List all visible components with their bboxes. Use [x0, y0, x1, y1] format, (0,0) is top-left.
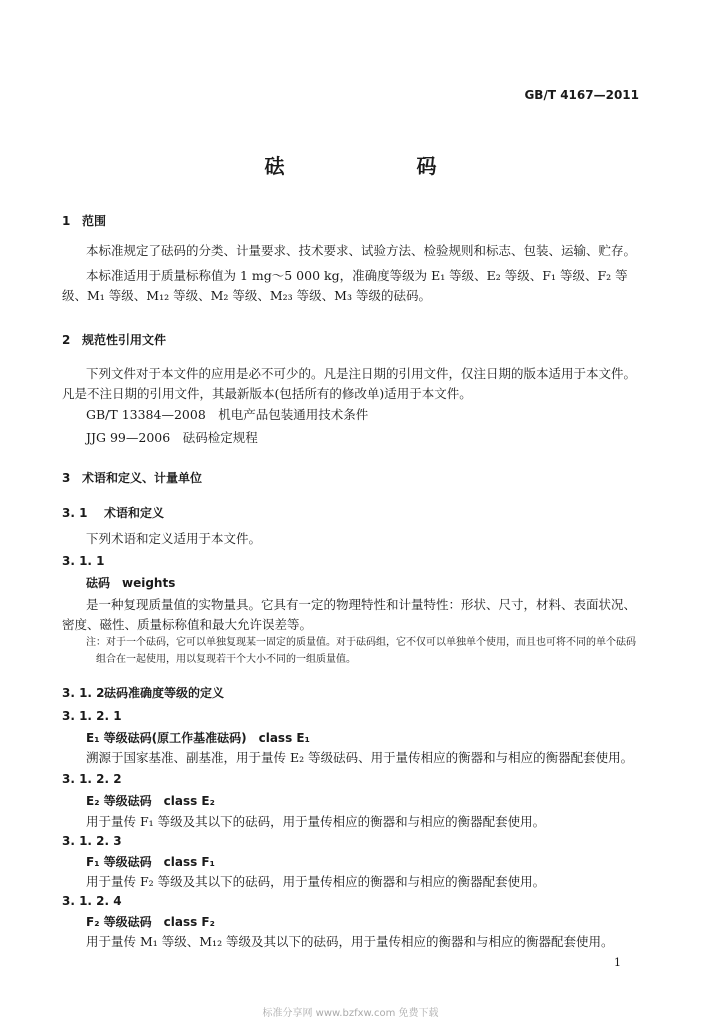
paragraph: 下列文件对于本文件的应用是必不可少的。凡是注日期的引用文件，仅注日期的版本适用于本文件。凡是不注日期的引用文件，其最新版本(包括所有的修改单)适用于本文件。 [62, 366, 637, 401]
section-number: 3. 1 [62, 506, 88, 520]
section-number: 1 [62, 214, 71, 228]
term-label: E₂ 等级砝码 class E₂ [86, 794, 215, 808]
section-1-heading [62, 212, 106, 229]
document-title: 砝 码 [264, 154, 493, 178]
term-definition: 是一种复现质量值的实物量具。它具有一定的物理特性和计量特性：形状、尺寸，材料、表面状况、密度、磁性、质量标称值和最大允许误差等。 [62, 597, 637, 632]
term-label: 砝码 weights [86, 576, 176, 590]
reference-item: JJG 99—2006 砝码检定规程 [86, 430, 258, 445]
paragraph: 下列术语和定义适用于本文件。 [86, 531, 262, 546]
term-label: F₂ 等级砝码 class F₂ [86, 915, 215, 929]
clause-number: 3. 1. 2. 3 [62, 834, 122, 848]
clause-number: 3. 1. 1 [62, 554, 105, 568]
clause-number: 3. 1. 2. 4 [62, 894, 122, 908]
paragraph: 本标准规定了砝码的分类、计量要求、技术要求、试验方法、检验规则和标志、包装、运输、贮存。 [86, 243, 637, 258]
term-label: F₁ 等级砝码 class F₁ [86, 855, 215, 869]
section-number: 3 [62, 471, 71, 485]
paragraph: 本标准适用于质量标称值为 1 mg～5 000 kg，准确度等级为 E₁ 等级、E₂ 等级、F₁ 等级、F₂ 等级、M₁ 等级、M₁₂ 等级、M₂ 等级、M₂₃ 等级、M₃ 等级的砝码。 [62, 268, 628, 303]
section-3-heading [62, 469, 202, 486]
clause-number: 3. 1. 2. 1 [62, 709, 122, 723]
term-label: E₁ 等级砝码(原工作基准砝码) class E₁ [86, 731, 310, 745]
reference-item: GB/T 13384—2008 机电产品包装通用技术条件 [86, 407, 369, 422]
footer-watermark: 标准分享网 www.bzfxw.com 免费下载 [262, 1008, 439, 1019]
subsection-3-1-2-heading [62, 684, 224, 701]
subsection-3-1-heading [62, 504, 164, 521]
section-number: 2 [62, 333, 71, 347]
standard-number: GB/T 4167—2011 [524, 88, 639, 102]
note-text: 注：对于一个砝码，它可以单独复现某一固定的质量值。对于砝码组，它不仅可以单独单个使用，而且也可将不同的单个砝码组合在一起使用，用以复现若干个大小不同的一组质量值。 [86, 637, 636, 665]
section-title: 范围 [82, 214, 107, 228]
section-title: 术语和定义、计量单位 [82, 471, 203, 485]
section-2-heading [62, 331, 166, 348]
section-title: 规范性引用文件 [82, 333, 167, 347]
term-definition: 用于量传 F₁ 等级及其以下的砝码，用于量传相应的衡器和与相应的衡器配套使用。 [86, 814, 546, 829]
page-number: 1 [614, 956, 621, 969]
section-title: 砝码准确度等级的定义 [104, 686, 225, 700]
term-definition: 用于量传 M₁ 等级、M₁₂ 等级及其以下的砝码，用于量传相应的衡器和与相应的衡器配套使用。 [86, 934, 614, 949]
section-title: 术语和定义 [104, 506, 165, 520]
clause-number: 3. 1. 2. 2 [62, 772, 122, 786]
term-definition: 溯源于国家基准、副基准，用于量传 E₂ 等级砝码、用于量传相应的衡器和与相应的衡器配套使用。 [86, 750, 634, 765]
section-number: 3. 1. 2 [62, 686, 105, 700]
term-definition: 用于量传 F₂ 等级及其以下的砝码，用于量传相应的衡器和与相应的衡器配套使用。 [86, 874, 546, 889]
